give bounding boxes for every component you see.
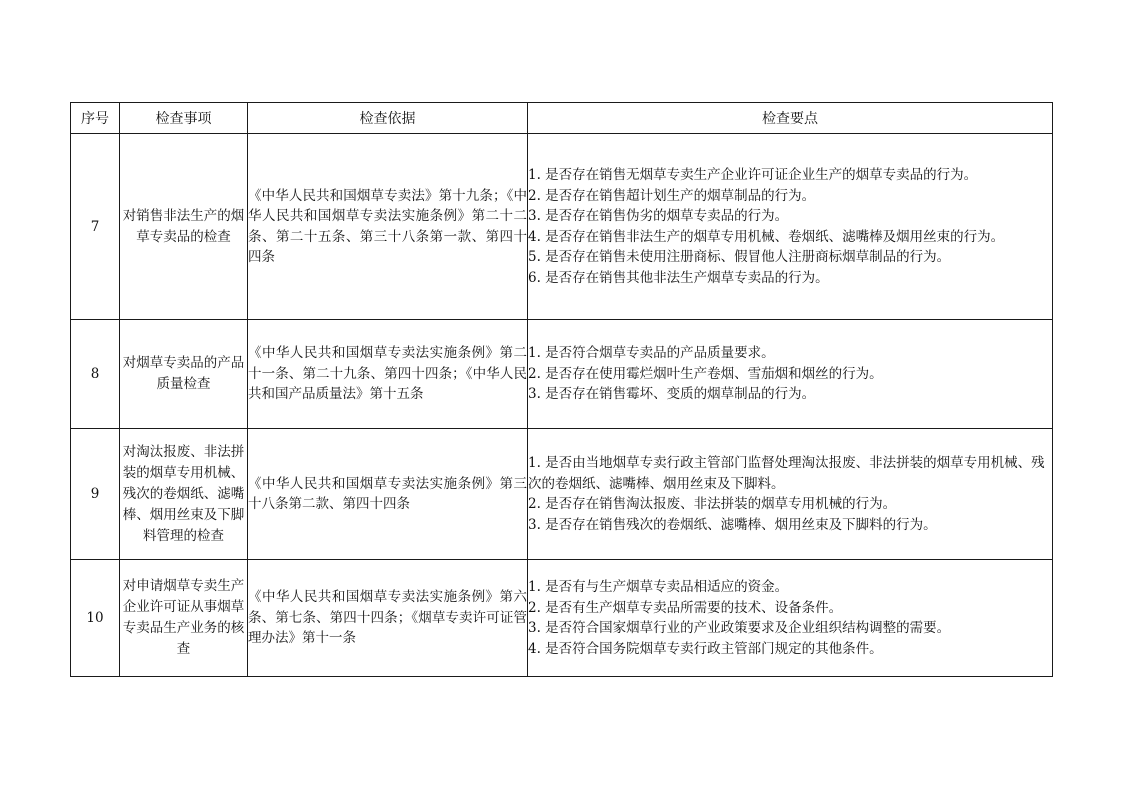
- table-row: [71, 320, 1053, 429]
- row-number: 8: [71, 320, 120, 429]
- point-item: 1. 是否存在销售无烟草专卖生产企业许可证企业生产的烟草专卖品的行为。: [528, 167, 978, 183]
- point-item: 5. 是否存在销售未使用注册商标、假冒他人注册商标烟草制品的行为。: [528, 249, 951, 265]
- table-header-row: [71, 103, 1053, 134]
- table-row: [71, 134, 1053, 320]
- point-item: 2. 是否存在销售淘汰报废、非法拼装的烟草专用机械的行为。: [528, 496, 897, 512]
- inspection-basis: 《中华人民共和国烟草专卖法实施条例》第三十八条第二款、第四十四条: [248, 429, 528, 560]
- inspection-item: 对销售非法生产的烟草专卖品的检查: [120, 134, 248, 320]
- point-item: 3. 是否存在销售霉坏、变质的烟草制品的行为。: [528, 386, 816, 403]
- inspection-points: [528, 320, 1053, 429]
- point-item: 3. 是否存在销售残次的卷烟纸、滤嘴棒、烟用丝束及下脚料的行为。: [528, 516, 937, 533]
- inspection-basis: 《中华人民共和国烟草专卖法实施条例》第六条、第七条、第四十四条；《烟草专卖许可证管理办法》第十一条: [248, 560, 528, 677]
- inspection-item: 对烟草专卖品的产品质量检查: [120, 320, 248, 429]
- row-number: 7: [71, 134, 120, 320]
- point-item: 6. 是否存在销售其他非法生产烟草专卖品的行为。: [528, 269, 829, 286]
- inspection-basis: 《中华人民共和国烟草专卖法》第十九条；《中华人民共和国烟草专卖法实施条例》第二十二条、第二十五条、第三十八条第一款、第四十四条: [248, 134, 528, 320]
- point-item: 1. 是否由当地烟草专卖行政主管部门监督处理淘汰报废、非法拼装的烟草专用机械、残次的卷烟纸、滤嘴棒、烟用丝束及下脚料。: [528, 455, 1045, 492]
- header-item: 检查事项: [120, 103, 248, 134]
- point-item: 1. 是否有与生产烟草专卖品相适应的资金。: [528, 579, 789, 595]
- point-item: 4. 是否存在销售非法生产的烟草专用机械、卷烟纸、滤嘴棒及烟用丝束的行为。: [528, 228, 1005, 245]
- point-item: 3. 是否存在销售伪劣的烟草专卖品的行为。: [528, 208, 789, 224]
- point-item: 2. 是否存在使用霉烂烟叶生产卷烟、雪茄烟和烟丝的行为。: [528, 365, 883, 382]
- inspection-item: 对淘汰报废、非法拼装的烟草专用机械、残次的卷烟纸、滤嘴棒、烟用丝束及下脚料管理的检查: [120, 429, 248, 560]
- point-item: 2. 是否有生产烟草专卖品所需要的技术、设备条件。: [528, 599, 843, 616]
- row-number: 10: [71, 560, 120, 677]
- row-number: 9: [71, 429, 120, 560]
- inspection-table: [70, 102, 1053, 677]
- inspection-points: [528, 560, 1053, 677]
- header-basis: 检查依据: [248, 103, 528, 134]
- point-item: 3. 是否符合国家烟草行业的产业政策要求及企业组织结构调整的需要。: [528, 620, 951, 636]
- inspection-item: 对申请烟草专卖生产企业许可证从事烟草专卖品生产业务的核查: [120, 560, 248, 677]
- inspection-basis: 《中华人民共和国烟草专卖法实施条例》第二十一条、第二十九条、第四十四条；《中华人民共和国产品质量法》第十五条: [248, 320, 528, 429]
- inspection-points: [528, 134, 1053, 320]
- point-item: 2. 是否存在销售超计划生产的烟草制品的行为。: [528, 187, 816, 204]
- table-row: [71, 560, 1053, 677]
- header-points: 检查要点: [528, 103, 1053, 134]
- table-row: [71, 429, 1053, 560]
- point-item: 4. 是否符合国务院烟草专卖行政主管部门规定的其他条件。: [528, 640, 883, 657]
- point-item: 1. 是否符合烟草专卖品的产品质量要求。: [528, 345, 775, 362]
- inspection-points: [528, 429, 1053, 560]
- header-no: 序号: [71, 103, 120, 134]
